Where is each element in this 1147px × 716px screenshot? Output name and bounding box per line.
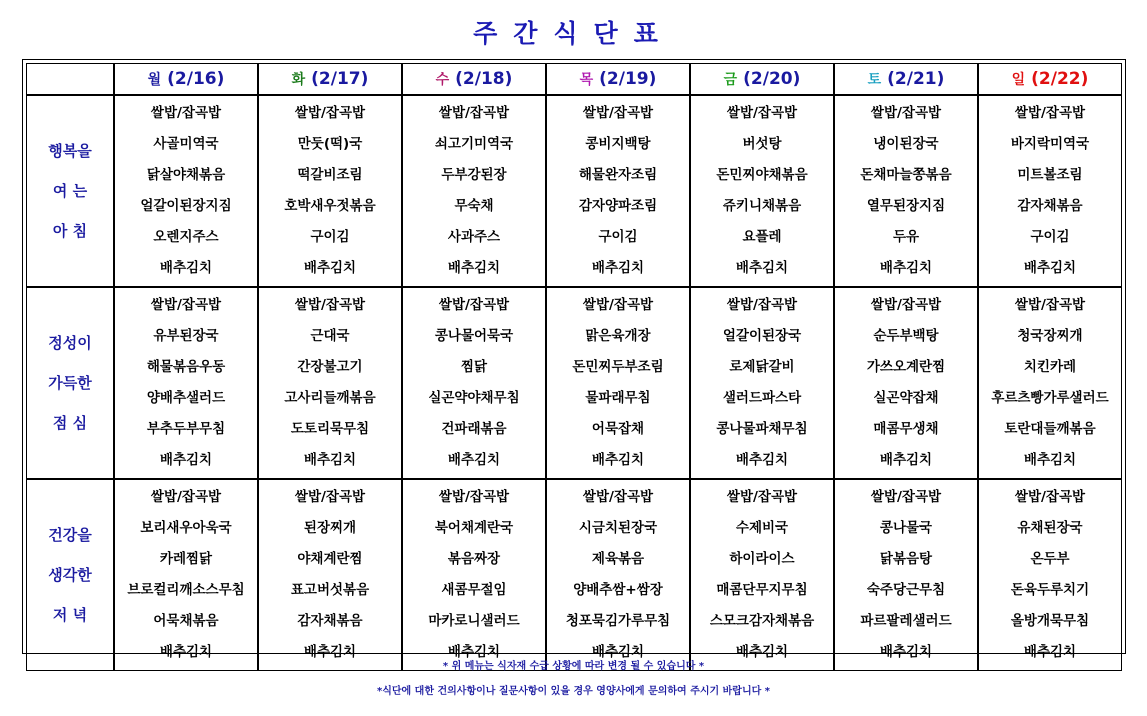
meal-label-line: 행복을 [48,142,92,160]
menu-cell [690,479,834,671]
menu-item: 실곤약잡채 [873,390,939,406]
day-icon: 월 [147,72,162,88]
menu-item: 올방개묵무침 [1010,613,1090,629]
menu-item: 배추김치 [1023,260,1077,276]
menu-item: 유채된장국 [1017,520,1083,536]
meal-label-line: 아 침 [52,222,88,240]
date-label: (2/16) [167,69,225,89]
menu-item: 수제비국 [735,520,789,536]
menu-item: 쌀밥/잡곡밥 [582,489,654,505]
menu-item: 쌀밥/잡곡밥 [150,489,222,505]
menu-item: 찜닭 [460,359,488,375]
menu-item: 야채계란찜 [297,551,363,567]
menu-item: 얼갈이된장지짐 [140,198,232,214]
menu-item: 하이라이스 [729,551,795,567]
menu-item: 매콤단무지무침 [716,582,808,598]
menu-item: 물파래무침 [585,390,651,406]
menu-item: 도토리묵무침 [290,421,370,437]
menu-item: 매콤무생채 [873,421,939,437]
menu-item: 버섯탕 [742,136,782,152]
date-label: (2/20) [743,69,801,89]
menu-cell [114,479,258,671]
menu-item: 쌀밥/잡곡밥 [582,105,654,121]
date-header-row [26,63,1122,95]
menu-item: 두부강된장 [441,167,507,183]
menu-cell [402,287,546,479]
date-header-thu [546,63,690,95]
menu-item: 사과주스 [447,229,501,245]
meal-label-line: 여 는 [52,182,88,200]
date-header-wed [402,63,546,95]
menu-item: 로제닭갈비 [729,359,795,375]
weekly-menu-table [22,59,1126,660]
menu-item: 북어채계란국 [434,520,514,536]
menu-item: 열무된장지짐 [866,198,946,214]
menu-item: 사골미역국 [153,136,219,152]
footer-notice-1: * 위 메뉴는 식자재 수급 상황에 따라 변경 될 수 있습니다 * [442,661,705,672]
menu-item: 배추김치 [447,452,501,468]
menu-item: 배추김치 [1023,452,1077,468]
menu-item: 어묵채볶음 [153,613,219,629]
menu-item: 배추김치 [879,644,933,660]
menu-grid [26,63,1122,671]
menu-item: 배추김치 [1023,644,1077,660]
menu-item: 배추김치 [591,452,645,468]
menu-item: 감자채볶음 [297,613,363,629]
date-header-fri [690,63,834,95]
meal-label [26,479,114,671]
menu-item: 배추김치 [303,452,357,468]
menu-cell [834,95,978,287]
menu-item: 콩나물파채무침 [716,421,808,437]
menu-item: 브로컬리깨소스무침 [127,582,245,598]
menu-item: 쌀밥/잡곡밥 [1014,489,1086,505]
menu-item: 떡갈비조림 [297,167,363,183]
menu-cell [546,95,690,287]
date-header-tue [258,63,402,95]
meal-label [26,95,114,287]
meal-label-line: 저 녁 [52,606,88,624]
menu-item: 해물완자조림 [578,167,658,183]
menu-item: 쌀밥/잡곡밥 [1014,297,1086,313]
menu-cell [258,479,402,671]
menu-cell [114,95,258,287]
menu-item: 쌀밥/잡곡밥 [870,105,942,121]
menu-item: 감자양파조림 [578,198,658,214]
menu-item: 쌀밥/잡곡밥 [294,297,366,313]
meal-label-line: 건강을 [48,526,92,544]
menu-item: 배추김치 [735,260,789,276]
menu-item: 배추김치 [159,260,213,276]
menu-item: 쥬키니채볶음 [722,198,802,214]
day-icon: 일 [1011,72,1026,88]
date-label: (2/19) [599,69,657,89]
menu-item: 카레찜닭 [159,551,213,567]
menu-item: 배추김치 [159,452,213,468]
menu-cell [402,95,546,287]
menu-item: 배추김치 [591,644,645,660]
menu-cell [402,479,546,671]
menu-item: 냉이된장국 [873,136,939,152]
menu-item: 쌀밥/잡곡밥 [726,489,798,505]
menu-item: 볶음짜장 [447,551,501,567]
menu-item: 배추김치 [447,260,501,276]
meal-row [26,479,1122,671]
date-header-mon [114,63,258,95]
menu-cell [690,95,834,287]
menu-item: 파르팔레샐러드 [860,613,952,629]
meal-row [26,95,1122,287]
menu-item: 실곤약야채무침 [428,390,520,406]
menu-item: 가쓰오계란찜 [866,359,946,375]
menu-item: 콩나물어묵국 [434,328,514,344]
menu-item: 얼갈이된장국 [722,328,802,344]
menu-item: 새콤무절임 [441,582,507,598]
menu-item: 근대국 [310,328,350,344]
menu-cell [258,95,402,287]
menu-cell [114,287,258,479]
menu-item: 무숙채 [454,198,494,214]
meal-row [26,287,1122,479]
menu-item: 순두부백탕 [873,328,939,344]
menu-item: 쌀밥/잡곡밥 [438,297,510,313]
menu-item: 구이김 [310,229,350,245]
page-title: 주간식단표 [473,19,674,48]
menu-item: 바지락미역국 [1010,136,1090,152]
menu-item: 쌀밥/잡곡밥 [870,489,942,505]
menu-item: 구이김 [598,229,638,245]
meal-label-line: 생각한 [48,566,92,584]
menu-item: 두유 [892,229,920,245]
menu-item: 콩비지백탕 [585,136,651,152]
menu-item: 돈육두루치기 [1010,582,1090,598]
menu-item: 양배추쌈+쌈장 [573,582,663,598]
menu-item: 쌀밥/잡곡밥 [582,297,654,313]
menu-item: 배추김치 [879,452,933,468]
meal-label-line: 정성이 [48,334,92,352]
date-header-sat [834,63,978,95]
menu-item: 맑은육개장 [585,328,651,344]
menu-item: 쌀밥/잡곡밥 [726,105,798,121]
menu-cell [546,479,690,671]
menu-item: 유부된장국 [153,328,219,344]
menu-item: 쌀밥/잡곡밥 [870,297,942,313]
footer-notice-2: *식단에 대한 건의사항이나 질문사항이 있을 경우 영양사에게 문의하여 주시기 바랍니다 * [376,686,771,697]
menu-item: 해물볶음우동 [146,359,226,375]
menu-cell [546,287,690,479]
date-label: (2/17) [311,69,369,89]
menu-item: 고사리들깨볶음 [284,390,376,406]
day-icon: 목 [579,72,594,88]
menu-item: 쌀밥/잡곡밥 [150,297,222,313]
menu-item: 치킨카레 [1023,359,1077,375]
menu-cell [258,287,402,479]
menu-item: 배추김치 [159,644,213,660]
menu-cell [690,287,834,479]
menu-item: 콩나물국 [879,520,933,536]
menu-item: 스모크감자채볶음 [709,613,815,629]
menu-item: 미트볼조림 [1017,167,1083,183]
menu-item: 어묵잡채 [591,421,645,437]
menu-item: 돈민찌두부조림 [572,359,664,375]
day-icon: 화 [291,72,306,88]
day-icon: 토 [867,72,882,88]
day-icon: 금 [723,72,738,88]
menu-item: 쌀밥/잡곡밥 [726,297,798,313]
menu-item: 부추두부무침 [146,421,226,437]
menu-item: 배추김치 [735,644,789,660]
menu-item: 제육볶음 [591,551,645,567]
menu-item: 만둣(떡)국 [297,136,363,152]
menu-item: 간장불고기 [297,359,363,375]
date-header-sun [978,63,1122,95]
menu-item: 돈민찌야채볶음 [716,167,808,183]
menu-cell [978,95,1122,287]
menu-cell [834,479,978,671]
menu-item: 청포묵김가루무침 [565,613,671,629]
menu-item: 마카로니샐러드 [428,613,520,629]
menu-item: 배추김치 [303,260,357,276]
menu-item: 시금치된장국 [578,520,658,536]
menu-item: 쌀밥/잡곡밥 [438,105,510,121]
menu-item: 토란대들깨볶음 [1004,421,1096,437]
menu-item: 배추김치 [735,452,789,468]
menu-item: 보리새우아욱국 [140,520,232,536]
menu-item: 돈채마늘쫑볶음 [860,167,952,183]
menu-item: 쌀밥/잡곡밥 [1014,105,1086,121]
menu-item: 쇠고기미역국 [434,136,514,152]
menu-cell [978,479,1122,671]
menu-item: 쌀밥/잡곡밥 [150,105,222,121]
menu-item: 오렌지주스 [153,229,219,245]
menu-item: 닭살야채볶음 [146,167,226,183]
meal-label-line: 가득한 [48,374,92,392]
date-label: (2/21) [887,69,945,89]
menu-cell [834,287,978,479]
menu-item: 된장찌개 [303,520,357,536]
menu-item: 배추김치 [879,260,933,276]
day-icon: 수 [435,72,450,88]
menu-item: 배추김치 [447,644,501,660]
menu-item: 숙주당근무침 [866,582,946,598]
menu-item: 쌀밥/잡곡밥 [294,105,366,121]
menu-item: 양배추샐러드 [146,390,226,406]
menu-item: 건파래볶음 [441,421,507,437]
menu-item: 배추김치 [303,644,357,660]
menu-item: 표고버섯볶음 [290,582,370,598]
meal-label [26,287,114,479]
corner-cell [26,63,114,95]
menu-cell [978,287,1122,479]
date-label: (2/18) [455,69,513,89]
menu-item: 감자채볶음 [1017,198,1083,214]
menu-item: 구이김 [1030,229,1070,245]
menu-item: 쌀밥/잡곡밥 [294,489,366,505]
menu-item: 쌀밥/잡곡밥 [438,489,510,505]
menu-item: 배추김치 [591,260,645,276]
date-label: (2/22) [1031,69,1089,89]
meal-label-line: 점 심 [52,414,88,432]
menu-item: 온두부 [1030,551,1070,567]
menu-item: 호박새우젓볶음 [284,198,376,214]
menu-item: 청국장찌개 [1017,328,1083,344]
menu-item: 닭볶음탕 [879,551,933,567]
menu-item: 후르츠빵가루샐러드 [991,390,1109,406]
menu-item: 요플레 [742,229,782,245]
menu-item: 샐러드파스타 [722,390,802,406]
